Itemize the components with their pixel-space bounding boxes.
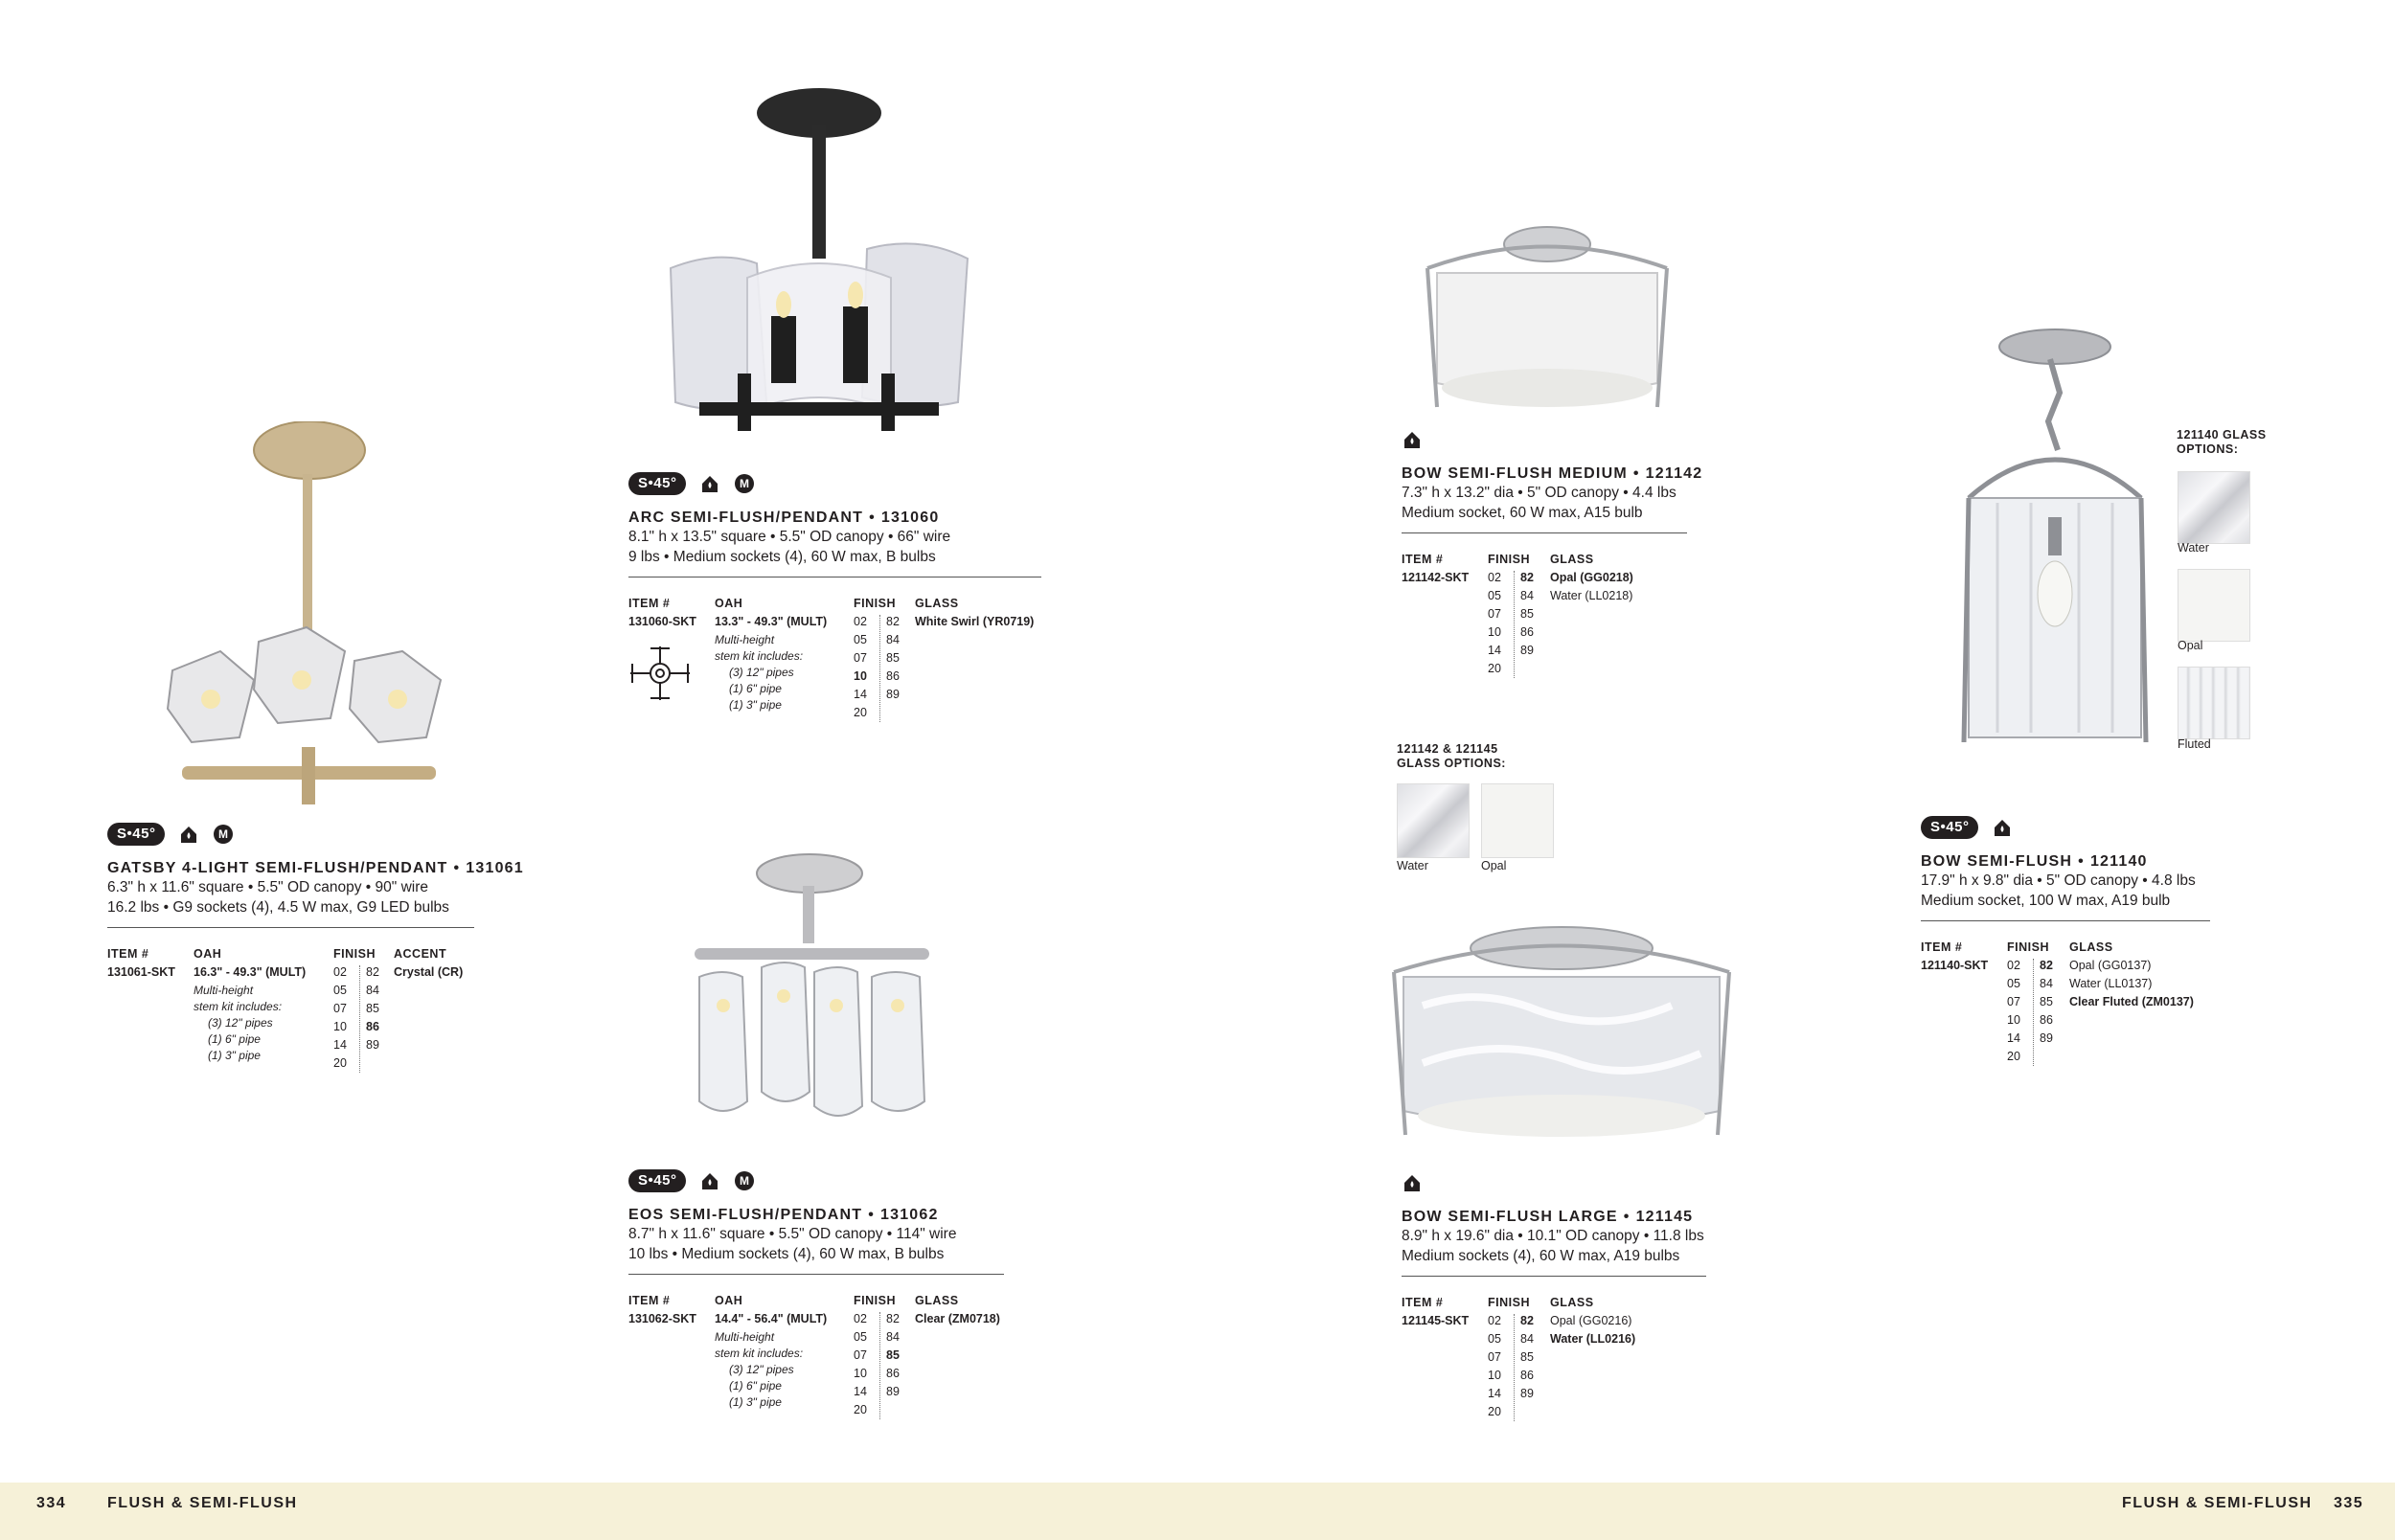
- product-title: ARC SEMI-FLUSH/PENDANT • 131060: [628, 510, 940, 526]
- glass-value: Opal (GG0137): [2069, 959, 2152, 972]
- right-page-number: 335: [2334, 1495, 2364, 1511]
- glass-value: Water (LL0137): [2069, 977, 2153, 990]
- product-title: BOW SEMI-FLUSH LARGE • 121145: [1402, 1209, 1694, 1225]
- stem-note: Multi-height: [194, 984, 254, 997]
- bow-large-product-image: [1384, 919, 1739, 1154]
- damp-location-icon: [178, 824, 199, 845]
- spec-table: ITEM # OAH FINISH GLASS 131060-SKT 13.3" - 49.3" (MULT) Multi-height stem kit includes: (3) 12" pipes (1) 6" pipe (1) 3" pipe 02 82 05 84 07 85 10 86 14 89 20 White Swirl (YR0719): [628, 597, 1050, 740]
- glass-value: Clear Fluted (ZM0137): [2069, 995, 2194, 1008]
- footer-band: [0, 1483, 2395, 1540]
- damp-location-icon: [699, 1170, 720, 1191]
- glass-options-label: 121142 & 121145 GLASS OPTIONS:: [1397, 742, 1506, 770]
- swatch-label: Opal: [1481, 859, 1507, 872]
- spec-table: ITEM # OAH FINISH ACCENT 131061-SKT 16.3" - 49.3" (MULT) Multi-height stem kit includes: (3) 12" pipes (1) 6" pipe (1) 3" pipe 02 82 05 84 07 85 10 86 14 89 20 Crystal (CR): [107, 947, 471, 1091]
- item-number: 131061-SKT: [107, 965, 175, 979]
- col-header-item: ITEM #: [1402, 1296, 1444, 1309]
- product-electrical: 10 lbs • Medium sockets (4), 60 W max, B bulbs: [628, 1246, 945, 1262]
- divider: [628, 1274, 1004, 1275]
- divider: [628, 577, 1041, 578]
- product-dimensions: 6.3" h x 11.6" square • 5.5" OD canopy • 90" wire: [107, 879, 428, 895]
- stem-note: (1) 6" pipe: [729, 1379, 782, 1393]
- mounting-diagram-icon: [628, 645, 692, 702]
- glass-value: Opal (GG0218): [1550, 571, 1633, 584]
- eos-product-image: [685, 852, 944, 1130]
- product-title: EOS SEMI-FLUSH/PENDANT • 131062: [628, 1207, 939, 1223]
- item-number: 121140-SKT: [1921, 959, 1989, 972]
- product-electrical: Medium sockets (4), 60 W max, A19 bulbs: [1402, 1248, 1680, 1264]
- col-header-glass: GLASS: [2069, 940, 2113, 954]
- stem-note: (1) 6" pipe: [208, 1032, 261, 1046]
- col-header-oah: OAH: [194, 947, 222, 961]
- s45-badge: S•45°: [1921, 816, 1978, 839]
- product-bow: [1921, 815, 2247, 1084]
- glass-options-label: 121140 GLASS OPTIONS:: [2177, 428, 2267, 456]
- m-badge-icon: [734, 473, 755, 494]
- stem-note: (3) 12" pipes: [729, 666, 794, 679]
- damp-location-icon: [1402, 1172, 1423, 1193]
- oah-value: 13.3" - 49.3" (MULT): [715, 615, 828, 628]
- col-header-item: ITEM #: [628, 597, 671, 610]
- product-dimensions: 8.9" h x 19.6" dia • 10.1" OD canopy • 11.8 lbs: [1402, 1228, 1704, 1244]
- product-gatsby: [107, 822, 524, 1091]
- item-number: 131060-SKT: [628, 615, 696, 628]
- glass-value: Water (LL0218): [1550, 589, 1633, 602]
- damp-location-icon: [699, 473, 720, 494]
- col-header-finish: FINISH: [854, 597, 896, 610]
- item-number: 131062-SKT: [628, 1312, 696, 1325]
- item-number: 121142-SKT: [1402, 571, 1470, 584]
- svg-text:M: M: [740, 477, 750, 490]
- svg-text:M: M: [218, 827, 229, 841]
- opal-glass-swatch: [2178, 569, 2250, 642]
- col-header-finish: FINISH: [854, 1294, 896, 1307]
- damp-location-icon: [1992, 817, 2013, 838]
- product-electrical: Medium socket, 100 W max, A19 bulb: [1921, 893, 2171, 909]
- stem-note: (1) 3" pipe: [208, 1049, 261, 1062]
- water-glass-swatch: [2178, 471, 2250, 544]
- swatch-label: Fluted: [2178, 737, 2211, 751]
- product-arc: [628, 471, 1050, 740]
- oah-value: 14.4" - 56.4" (MULT): [715, 1312, 828, 1325]
- swatch-label: Water: [2178, 541, 2209, 555]
- stem-note: Multi-height: [715, 1330, 775, 1344]
- col-header-item: ITEM #: [1402, 553, 1444, 566]
- gatsby-product-image: [163, 421, 460, 814]
- divider: [107, 927, 474, 928]
- glass-value: Clear (ZM0718): [915, 1312, 1000, 1325]
- divider: [1402, 532, 1687, 533]
- product-dimensions: 8.1" h x 13.5" square • 5.5" OD canopy • 66" wire: [628, 529, 951, 545]
- col-header-item: ITEM #: [1921, 940, 1963, 954]
- s45-badge: S•45°: [628, 472, 686, 495]
- stem-note: stem kit includes:: [194, 1000, 283, 1013]
- product-electrical: Medium socket, 60 W max, A15 bulb: [1402, 505, 1643, 521]
- col-header-glass: GLASS: [1550, 1296, 1594, 1309]
- col-header-finish: FINISH: [1488, 1296, 1530, 1309]
- product-dimensions: 17.9" h x 9.8" dia • 5" OD canopy • 4.8 lbs: [1921, 872, 2196, 889]
- arc-product-image: [661, 86, 977, 460]
- accent-value: Crystal (CR): [394, 965, 464, 979]
- product-title: BOW SEMI-FLUSH MEDIUM • 121142: [1402, 465, 1703, 482]
- col-header-finish: FINISH: [1488, 553, 1530, 566]
- stem-note: (1) 6" pipe: [729, 682, 782, 695]
- opal-glass-swatch: [1481, 783, 1554, 858]
- col-header-glass: GLASS: [1550, 553, 1594, 566]
- bow-product-image: [1954, 326, 2156, 752]
- spec-table: ITEM # OAH FINISH GLASS 131062-SKT 14.4" - 56.4" (MULT) Multi-height stem kit includes: (3) 12" pipes (1) 6" pipe (1) 3" pipe 02 82 05 84 07 85 10 86 14 89 20 Clear (ZM0718): [628, 1294, 1050, 1438]
- product-dimensions: 8.7" h x 11.6" square • 5.5" OD canopy • 114" wire: [628, 1226, 957, 1242]
- left-section-title: FLUSH & SEMI-FLUSH: [107, 1495, 298, 1511]
- stem-note: Multi-height: [715, 633, 775, 646]
- divider: [1921, 920, 2210, 921]
- stem-note: (3) 12" pipes: [729, 1363, 794, 1376]
- glass-value: Opal (GG0216): [1550, 1314, 1632, 1327]
- col-header-item: ITEM #: [107, 947, 149, 961]
- item-number: 121145-SKT: [1402, 1314, 1470, 1327]
- col-header-oah: OAH: [715, 1294, 743, 1307]
- product-eos: [628, 1168, 1050, 1438]
- swatch-label: Opal: [2178, 639, 2203, 652]
- col-header-oah: OAH: [715, 597, 743, 610]
- col-header-finish: FINISH: [333, 947, 376, 961]
- product-electrical: 9 lbs • Medium sockets (4), 60 W max, B bulbs: [628, 549, 936, 565]
- glass-value: Water (LL0216): [1550, 1332, 1636, 1346]
- bow-medium-product-image: [1418, 215, 1676, 421]
- product-dimensions: 7.3" h x 13.2" dia • 5" OD canopy • 4.4 lbs: [1402, 485, 1676, 501]
- s45-badge: S•45°: [628, 1169, 686, 1192]
- product-bow-large: [1402, 1170, 1727, 1439]
- glass-value: White Swirl (YR0719): [915, 615, 1035, 628]
- stem-note: stem kit includes:: [715, 1347, 804, 1360]
- water-glass-swatch: [1397, 783, 1470, 858]
- product-bow-medium: [1402, 427, 1727, 696]
- divider: [1402, 1276, 1706, 1277]
- col-header-item: ITEM #: [628, 1294, 671, 1307]
- spec-table: ITEM # FINISH GLASS 121142-SKT 02 82 05 84 07 85 10 86 14 89 20 Opal (GG0218) Water (LL0218): [1402, 553, 1727, 696]
- left-page-number: 334: [36, 1495, 67, 1511]
- swatch-label: Water: [1397, 859, 1428, 872]
- stem-note: (1) 3" pipe: [729, 1395, 782, 1409]
- product-electrical: 16.2 lbs • G9 sockets (4), 4.5 W max, G9 LED bulbs: [107, 899, 449, 916]
- svg-text:M: M: [740, 1174, 750, 1188]
- spec-table: ITEM # FINISH GLASS 121145-SKT 02 82 05 84 07 85 10 86 14 89 20 Opal (GG0216) Water (LL0216): [1402, 1296, 1727, 1439]
- col-header-finish: FINISH: [2007, 940, 2049, 954]
- s45-badge: S•45°: [107, 823, 165, 846]
- col-header-glass: GLASS: [915, 1294, 959, 1307]
- col-header-accent: ACCENT: [394, 947, 447, 961]
- fluted-glass-swatch: [2178, 667, 2250, 739]
- m-badge-icon: [213, 824, 234, 845]
- col-header-glass: GLASS: [915, 597, 959, 610]
- product-title: GATSBY 4-LIGHT SEMI-FLUSH/PENDANT • 131061: [107, 860, 524, 876]
- right-section-title: FLUSH & SEMI-FLUSH: [2122, 1495, 2313, 1511]
- stem-note: (1) 3" pipe: [729, 698, 782, 712]
- product-title: BOW SEMI-FLUSH • 121140: [1921, 853, 2148, 870]
- oah-value: 16.3" - 49.3" (MULT): [194, 965, 307, 979]
- stem-note: stem kit includes:: [715, 649, 804, 663]
- damp-location-icon: [1402, 429, 1423, 450]
- m-badge-icon: [734, 1170, 755, 1191]
- stem-note: (3) 12" pipes: [208, 1016, 273, 1030]
- spec-table: ITEM # FINISH GLASS 121140-SKT 02 82 05 84 07 85 10 86 14 89 20 Opal (GG0137) Water (LL0137) Clear Fluted (ZM0137): [1921, 940, 2247, 1084]
